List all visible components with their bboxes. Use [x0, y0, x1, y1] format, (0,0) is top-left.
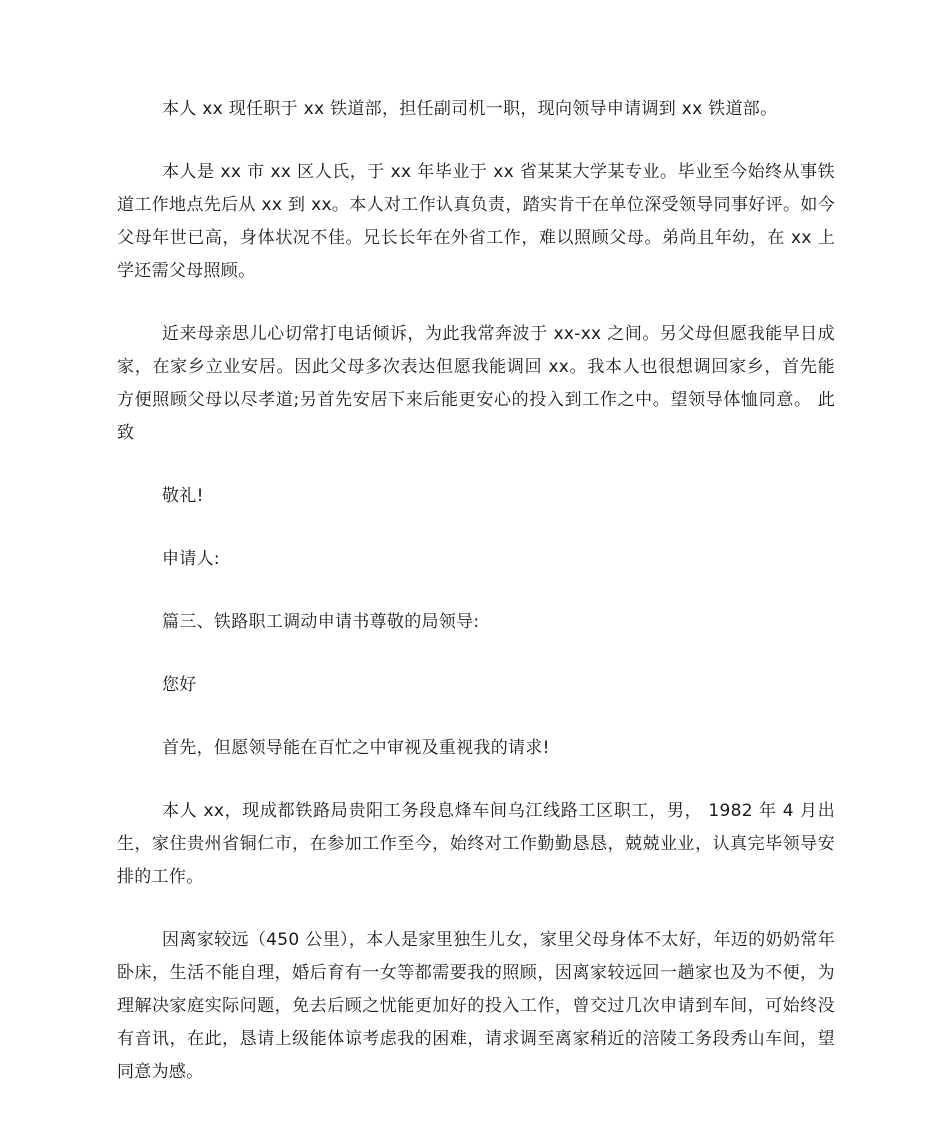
- paragraph-opening-request: 首先，但愿领导能在百忙之中审视及重视我的请求!: [162, 738, 550, 758]
- paragraph-transfer-request: 本人 xx 现任职于 xx 铁道部，担任副司机一职，现向领导申请调到 xx 铁道部。: [162, 99, 778, 119]
- closing-salutation: 敬礼!: [162, 486, 204, 506]
- applicant-label: 申请人:: [162, 549, 220, 569]
- section-heading-part-three: 篇三、铁路职工调动申请书尊敬的局领导:: [162, 612, 480, 632]
- paragraph-family-situation: 近来母亲思儿心切常打电话倾诉，为此我常奔波于 xx-xx 之间。另父母但愿我能早日成家，在家乡立业安居。因此父母多次表达但愿我能调回 xx。我本人也很想调回家乡，首先能方便照顾父母以尽孝道;另首先安居下来后能更安心的投入到工作之中。望领导体恤同意。 此致: [117, 324, 835, 443]
- document-body: [117, 93, 835, 1089]
- greeting: 您好: [162, 675, 197, 695]
- paragraph-background: 本人是 xx 市 xx 区人氏，于 xx 年毕业于 xx 省某某大学某专业。毕业至今始终从事铁道工作地点先后从 xx 到 xx。本人对工作认真负责，踏实肯干在单位深受领导同事好评。如今父母年世已高，身体状况不佳。兄长长年在外省工作，难以照顾父母。弟尚且年幼，在 xx 上学还需父母照顾。: [117, 162, 835, 281]
- paragraph-self-introduction: 本人 xx，现成都铁路局贵阳工务段息烽车间乌江线路工区职工，男， 1982 年 4 月出生，家住贵州省铜仁市，在参加工作至今，始终对工作勤勤恳恳，兢兢业业，认真完毕领导安排的工作。: [117, 801, 835, 887]
- paragraph-transfer-reason: 因离家较远（450 公里），本人是家里独生儿女，家里父母身体不太好，年迈的奶奶常年卧床，生活不能自理，婚后育有一女等都需要我的照顾，因离家较远回一趟家也及为不便，为理解决家庭实际问题，免去后顾之忧能更加好的投入工作，曾交过几次申请到车间，可始终没有音讯，在此，恳请上级能体谅考虑我的困难，请求调至离家稍近的涪陵工务段秀山车间，望同意为感。: [117, 930, 835, 1082]
